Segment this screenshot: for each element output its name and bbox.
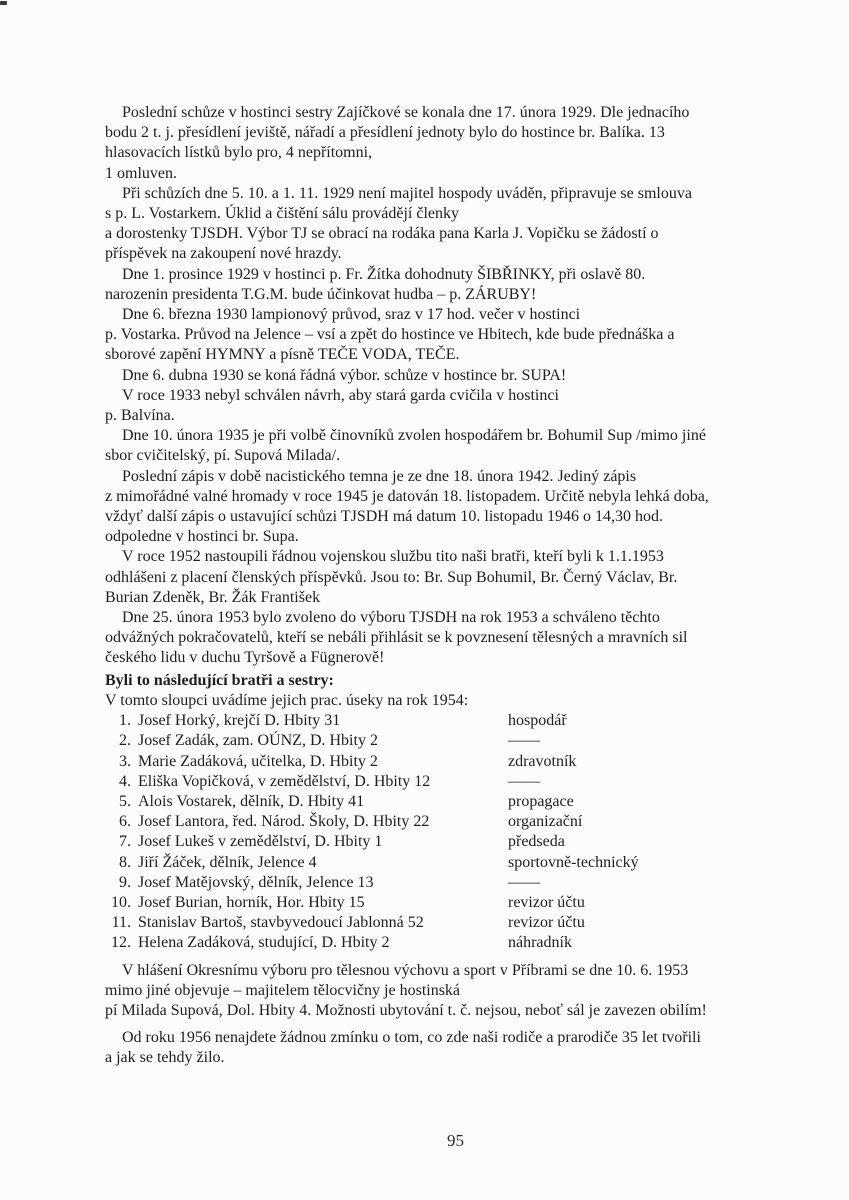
list-item-number: 4. [119,772,131,790]
list-item [105,933,767,953]
list-item-number: 12. [111,934,131,952]
text-line: a jak se tehdy žilo. [105,1049,225,1067]
page-number: 95 [447,1131,464,1150]
text-line: hlasovacích lístků bylo pro, 4 nepřítomni, [105,144,373,162]
text-line: bodu 2 t. j. přesídlení jeviště, nářadí a přesídlení jednoty bylo do hostince br. Balíka. 13 [105,124,665,142]
text-line: 1 omluven. [105,164,177,182]
list-item-text: Stanislav Bartoš, stavbyvedoucí Jablonná 52 [138,914,424,932]
paragraphs-top [105,103,767,711]
list-item-number: 2. [119,732,131,750]
text-line: Při schůzích dne 5. 10. a 1. 11. 1929 není majitel hospody uváděn, připravuje se smlouva [122,184,692,202]
list-item-number: 5. [119,792,131,810]
list-item-role: revizor účtu [508,914,585,932]
list-item-text: Marie Zadáková, učitelka, D. Hbity 2 [138,752,378,770]
text-line: sbor cvičitelský, pí. Supová Milada/. [105,447,341,465]
page-content [105,103,767,1069]
text-line: odhlášeni z placení členských příspěvků. Jsou to: Br. Sup Bohumil, Br. Černý Václav, Br. [105,568,678,586]
list-item [105,711,767,731]
list-item [105,832,767,852]
list-item-text: Josef Zadák, zam. OÚNZ, D. Hbity 2 [138,732,378,750]
list-item-role: —— [508,772,540,790]
text-line: vždyť další zápis o ustavující schůzi TJSDH má datum 10. listopadu 1946 o 14,30 hod. [105,508,664,526]
list-item-role: náhradník [508,934,572,952]
text-line: Dne 1. prosince 1929 v hostinci p. Fr. Žítka dohodnuty ŠIBŘINKY, při oslavě 80. [122,265,646,283]
list-item-role: —— [508,873,540,891]
list-item-text: Josef Matějovský, dělník, Jelence 13 [138,873,374,891]
text-line: Dne 6. dubna 1930 se koná řádná výbor. schůze v hostince br. SUPA! [122,366,567,384]
text-line: V hlášení Okresnímu výboru pro tělesnou výchovu a sport v Příbrami se dne 10. 6. 1953 [122,961,689,979]
list-item-text: Alois Vostarek, dělník, D. Hbity 41 [138,792,365,810]
text-line: příspěvek na zakoupení nové hrazdy. [105,245,342,263]
list-item [105,913,767,933]
text-line: Dne 10. února 1935 je při volbě činovníků zvolen hospodářem br. Bohumil Sup /mimo jiné [122,427,706,445]
list-item-text: Josef Lantora, řed. Národ. Školy, D. Hbity 22 [138,813,430,831]
text-line: mimo jiné objevuje – majitelem tělocvičny je hostinská [105,981,461,999]
list-item-text: Jiří Žáček, dělník, Jelence 4 [138,853,317,871]
list-item [105,893,767,913]
text-line: českého lidu v duchu Tyršově a Fügnerově! [105,649,385,667]
text-line: a dorostenky TJSDH. Výbor TJ se obrací na rodáka pana Karla J. Vopičku se žádostí o [105,225,659,243]
list-item-role: —— [508,732,540,750]
list-item-role: sportovně-technický [508,853,639,871]
list-item [105,853,767,873]
list-item-role: propagace [508,792,574,810]
list-item-role: revizor účtu [508,893,585,911]
list-item [105,752,767,772]
text-line: p. Balvína. [105,407,175,425]
list-item [105,873,767,893]
text-line: narozenin presidenta T.G.M. bude účinkovat hudba – p. ZÁRUBY! [105,285,537,303]
text-line: V roce 1952 nastoupili řádnou vojenskou službu tito naši bratři, kteří byli k 1.1.1953 [122,548,664,566]
list-item-role: hospodář [508,712,567,730]
list-item [105,731,767,751]
list-item-role: organizační [508,813,583,831]
text-line: pí Milada Supová, Dol. Hbity 4. Možnosti ubytování t. č. nejsou, neboť sál je zavezen obilím! [105,1001,707,1019]
text-line: V tomto sloupci uvádíme jejich prac. úseky na rok 1954: [105,691,469,709]
text-line: Byli to následující bratři a sestry: [105,671,334,689]
list-item [105,772,767,792]
members-list [105,711,767,953]
list-item-text: Josef Horký, krejčí D. Hbity 31 [138,712,341,730]
list-item-number: 11. [111,914,131,932]
scan-artifact [0,1,7,5]
paragraphs-bottom [105,961,767,1069]
text-line: p. Vostarka. Průvod na Jelence – vsí a zpět do hostince ve Hbitech, kde bude přednáška a [105,326,675,344]
text-line: s p. L. Vostarkem. Úklid a čištění sálu provádějí členky [105,205,460,223]
list-item [105,792,767,812]
list-item-number: 7. [119,833,131,851]
list-item-number: 6. [119,813,131,831]
list-item [105,812,767,832]
text-line: Od roku 1956 nenajdete žádnou zmínku o tom, co zde naši rodiče a prarodiče 35 let tvořili [122,1029,701,1047]
text-line: odvážných pokračovatelů, kteří se nebáli přihlásit se k povznesení tělesných a mravních sil [105,629,688,647]
list-item-text: Josef Lukeš v zemědělství, D. Hbity 1 [138,833,383,851]
text-line: z mimořádné valné hromady v roce 1945 je datován 18. listopadem. Určitě nebyla lehká doba, [105,487,709,505]
text-line: Poslední zápis v době nacistického temna je ze dne 18. února 1942. Jediný zápis [122,467,637,485]
list-item-text: Eliška Vopičková, v zemědělství, D. Hbity 12 [138,772,431,790]
text-line: odpoledne v hostinci br. Supa. [105,528,299,546]
list-item-number: 8. [119,853,131,871]
text-line: Dne 6. března 1930 lampionový průvod, sraz v 17 hod. večer v hostinci [122,306,581,324]
list-item-role: předseda [508,833,565,851]
text-line: Burian Zdeněk, Br. Žák František [105,588,321,606]
list-item-number: 3. [119,752,131,770]
list-item-number: 1. [119,712,131,730]
list-item-text: Josef Burian, horník, Hor. Hbity 15 [138,893,365,911]
text-line: Poslední schůze v hostinci sestry Zajíčkové se konala dne 17. února 1929. Dle jednacího [122,104,690,121]
list-item-number: 10. [111,893,131,911]
text-line: Dne 25. února 1953 bylo zvoleno do výboru TJSDH na rok 1953 a schváleno těchto [122,609,660,627]
list-item-text: Helena Zadáková, studující, D. Hbity 2 [138,934,390,952]
list-item-number: 9. [119,873,131,891]
list-item-role: zdravotník [508,752,577,770]
text-line: V roce 1933 nebyl schválen návrh, aby stará garda cvičila v hostinci [122,386,559,404]
text-line: sborové zapění HYMNY a písně TEČE VODA, TEČE. [105,346,460,364]
